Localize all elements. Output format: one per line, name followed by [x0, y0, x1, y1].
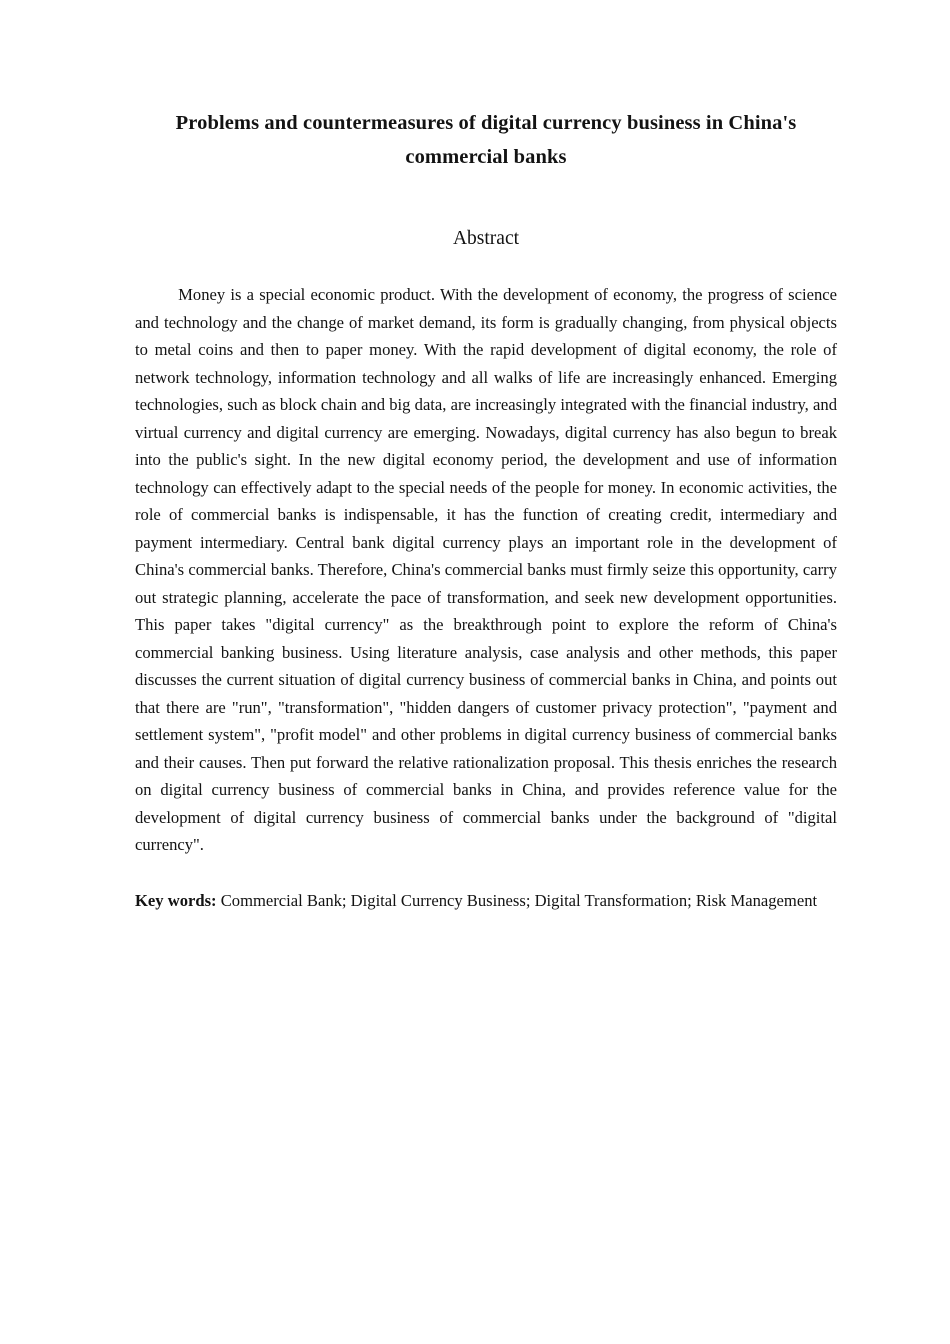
page-title: Problems and countermeasures of digital currency business in China's commercial banks [175, 112, 797, 168]
keywords-line [135, 859, 837, 915]
abstract-heading: Abstract [452, 228, 520, 249]
keywords-value: Commercial Bank; Digital Currency Business; Digital Transformation; Risk Management [216, 890, 818, 910]
keywords-label: Key words: [135, 890, 217, 910]
page-content [135, 106, 837, 914]
abstract-paragraph: Money is a special economic product. With the development of economy, the progress of science and technology and the change of market demand, its form is gradually changing, from physical objects to metal coins and then to paper money. With the rapid development of digital economy, the role of network technology, information technology and all walks of life are increasingly enhanced. Emerging technologies, such as block chain and big data, are increasingly integrated with the financial industry, and virtual currency and digital currency are emerging. Nowadays, digital currency has also begun to break into the public's sight. In the new digital economy period, the development and use of information technology can effectively adapt to the special needs of the people for money. In economic activities, the role of commercial banks is indispensable, it has the function of creating credit, intermediary and payment intermediary. Central bank digital currency plays an important role in the development of China's commercial banks. Therefore, China's commercial banks must firmly seize this opportunity, carry out strategic planning, accelerate the pace of transformation, and seek new development opportunities. This paper takes "digital currency" as the breakthrough point to explore the reform of China's commercial banking business. Using literature analysis, case analysis and other methods, this paper discusses the current situation of digital currency business of commercial banks in China, and points out that there are "run", "transformation", "hidden dangers of customer privacy protection", "payment and settlement system", "profit model" and other problems in digital currency business of commercial banks and their causes. Then put forward the relative rationalization proposal. This thesis enriches the research on digital currency business of commercial banks in China, and provides reference value for the development of digital currency business of commercial banks under the background of "digital currency". [135, 285, 837, 854]
